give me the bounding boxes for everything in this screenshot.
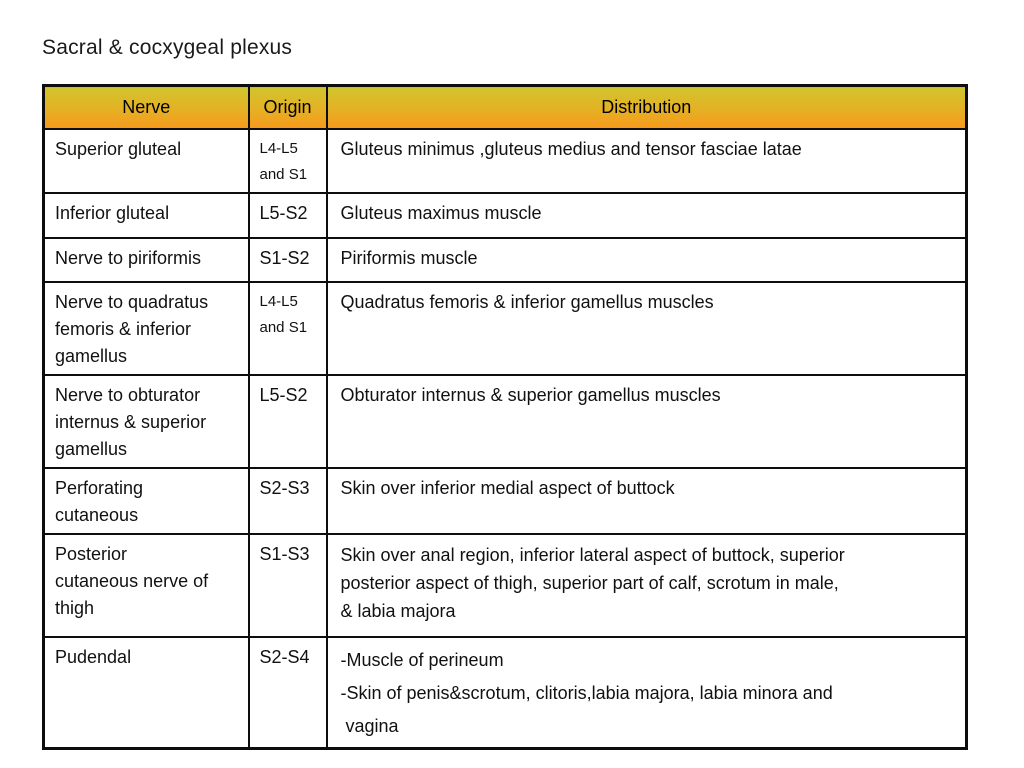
cell-line: posterior aspect of thigh, superior part of calf, scrotum in male, [340, 572, 839, 593]
table-header-row [44, 86, 967, 129]
table-row [44, 468, 967, 534]
cell-line: Nerve to obturator [55, 384, 201, 405]
cell-line: L4-L5 [259, 292, 298, 310]
cell-line: and S1 [259, 318, 308, 336]
origin-cell [249, 534, 327, 637]
header-origin: Origin [249, 86, 327, 129]
cell-line: S1-S3 [259, 543, 310, 564]
distribution-cell [327, 637, 967, 749]
cell-line: Inferior gluteal [55, 202, 170, 223]
nerve-cell [44, 238, 249, 282]
cell-line: & labia majora [340, 600, 456, 621]
nerve-cell [44, 375, 249, 468]
slide-title: Sacral & cocxygeal plexus [42, 36, 293, 59]
origin-cell [249, 637, 327, 749]
distribution-cell [327, 238, 967, 282]
table-row [44, 534, 967, 637]
cell-line: Skin over anal region, inferior lateral aspect of buttock, superior [340, 544, 845, 565]
cell-line: Gluteus minimus ,gluteus medius and tensor fasciae latae [340, 138, 802, 159]
table-row [44, 282, 967, 375]
cell-line: Gluteus maximus muscle [340, 202, 542, 223]
header-nerve: Nerve [44, 86, 249, 129]
cell-line: Nerve to piriformis [55, 247, 202, 268]
cell-line: Skin over inferior medial aspect of buttock [340, 477, 675, 498]
cell-line: cutaneous [55, 504, 139, 525]
distribution-cell [327, 375, 967, 468]
cell-line: Quadratus femoris & inferior gamellus muscles [340, 291, 714, 312]
table-row [44, 193, 967, 238]
nerve-cell [44, 282, 249, 375]
cell-line: L5-S2 [259, 202, 308, 223]
distribution-cell [327, 193, 967, 238]
distribution-cell [327, 282, 967, 375]
cell-line: -Skin of penis&scrotum, clitoris,labia majora, labia minora and [340, 682, 833, 703]
cell-line: Superior gluteal [55, 138, 182, 159]
table-row [44, 375, 967, 468]
distribution-cell [327, 129, 967, 193]
origin-cell [249, 238, 327, 282]
table-body [44, 129, 967, 749]
nerve-cell [44, 193, 249, 238]
table-row [44, 637, 967, 749]
cell-line: Perforating [55, 477, 144, 498]
nerve-cell [44, 637, 249, 749]
cell-line: -Muscle of perineum [340, 649, 504, 670]
plexus-table [42, 84, 968, 750]
cell-line: and S1 [259, 165, 308, 183]
cell-line: L5-S2 [259, 384, 308, 405]
cell-line: femoris & inferior [55, 318, 192, 339]
nerve-cell [44, 129, 249, 193]
cell-line: Piriformis muscle [340, 247, 478, 268]
cell-line: S2-S4 [259, 646, 310, 667]
cell-line: Nerve to quadratus [55, 291, 209, 312]
cell-line: Obturator internus & superior gamellus muscles [340, 384, 721, 405]
table-row [44, 238, 967, 282]
cell-line: vagina [340, 715, 399, 736]
cell-line: Pudendal [55, 646, 132, 667]
cell-line: L4-L5 [259, 139, 298, 157]
nerve-cell [44, 534, 249, 637]
origin-cell [249, 375, 327, 468]
origin-cell [249, 468, 327, 534]
cell-line: gamellus [55, 438, 128, 459]
distribution-cell [327, 534, 967, 637]
cell-line: gamellus [55, 345, 128, 366]
header-distribution: Distribution [327, 86, 967, 129]
cell-line: cutaneous nerve of [55, 570, 209, 591]
distribution-cell [327, 468, 967, 534]
origin-cell [249, 129, 327, 193]
table-row [44, 129, 967, 193]
nerve-cell [44, 468, 249, 534]
cell-line: Posterior [55, 543, 128, 564]
origin-cell [249, 193, 327, 238]
cell-line: S2-S3 [259, 477, 310, 498]
origin-cell [249, 282, 327, 375]
cell-line: S1-S2 [259, 247, 310, 268]
cell-line: thigh [55, 597, 95, 618]
cell-line: internus & superior [55, 411, 207, 432]
